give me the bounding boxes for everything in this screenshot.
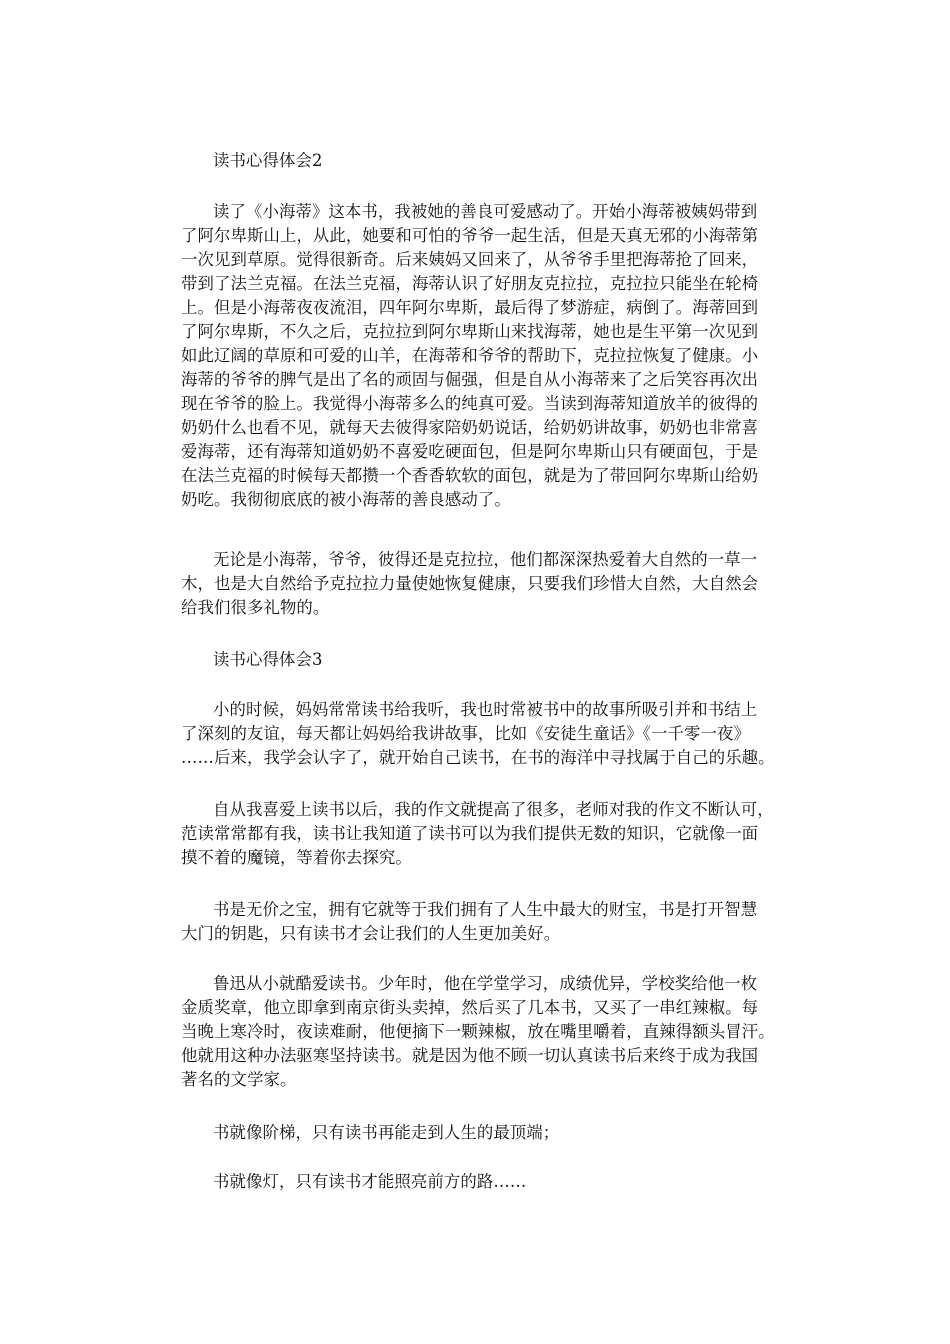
text-line: 一次见到草原。觉得很新奇。后来姨妈又回来了，从爷爷手里把海蒂抢了回来， xyxy=(181,250,759,269)
text-line: 范读常常都有我，读书让我知道了读书可以为我们提供无数的知识，它就像一面 xyxy=(181,824,759,843)
text-line: 无论是小海蒂，爷爷，彼得还是克拉拉，他们都深深热爱着大自然的一草一 xyxy=(213,550,758,569)
text-line: 了阿尔卑斯，不久之后，克拉拉到阿尔卑斯山来找海蒂，她也是生平第一次见到 xyxy=(181,322,759,341)
text-line: 自从我喜爱上读书以后，我的作文就提高了很多，老师对我的作文不断认可， xyxy=(213,800,774,819)
text-line: 带到了法兰克福。在法兰克福，海蒂认识了好朋友克拉拉，克拉拉只能坐在轮椅 xyxy=(181,274,759,293)
text-line: 摸不着的魔镜，等着你去探究。 xyxy=(181,848,412,867)
paragraph-books-lamp xyxy=(181,1170,781,1194)
text-line: 了阿尔卑斯山上，从此，她要和可怕的爷爷一起生活，但是天真无邪的小海蒂第 xyxy=(181,226,759,245)
paragraph-writing-improved xyxy=(181,798,781,870)
text-line: 爱海蒂，还有海蒂知道奶奶不喜爱吃硬面包，但是阿尔卑斯山只有硬面包，于是 xyxy=(181,442,759,461)
text-line: 读了《小海蒂》这本书，我被她的善良可爱感动了。开始小海蒂被姨妈带到 xyxy=(213,202,758,221)
text-line: 大门的钥匙，只有读书才会让我们的人生更加美好。 xyxy=(181,924,561,943)
text-line: 如此辽阔的草原和可爱的山羊，在海蒂和爷爷的帮助下，克拉拉恢复了健康。小 xyxy=(181,346,759,365)
paragraph-childhood-reading xyxy=(181,698,781,770)
text-line: 书就像灯，只有读书才能照亮前方的路…… xyxy=(213,1172,527,1191)
text-line: 鲁迅从小就酷爱读书。少年时，他在学堂学习，成绩优异，学校奖给他一枚 xyxy=(213,974,758,993)
text-line: 金质奖章，他立即拿到南京街头卖掉，然后买了几本书，又买了一串红辣椒。每 xyxy=(181,998,759,1017)
text-line: 给我们很多礼物的。 xyxy=(181,598,330,617)
text-line: 海蒂的爷爷的脾气是出了名的顽固与倔强，但是自从小海蒂来了之后笑容再次出 xyxy=(181,370,759,389)
text-line: 奶吃。我彻彻底底的被小海蒂的善良感动了。 xyxy=(181,490,511,509)
paragraph-nature xyxy=(181,548,781,620)
text-line: 上。但是小海蒂夜夜流泪，四年阿尔卑斯，最后得了梦游症，病倒了。海蒂回到 xyxy=(181,298,759,317)
text-line: 当晚上寒冷时，夜读难耐，他便摘下一颗辣椒，放在嘴里嚼着，直辣得额头冒汗。 xyxy=(181,1022,775,1041)
text-line: 在法兰克福的时候每天都攒一个香香软软的面包，就是为了带回阿尔卑斯山给奶 xyxy=(181,466,759,485)
section-heading-2: 读书心得体会2 xyxy=(213,151,323,170)
paragraph-books-ladder xyxy=(181,1121,781,1145)
text-line: 奶奶什么也看不见，就每天去彼得家陪奶奶说话，给奶奶讲故事，奶奶也非常喜 xyxy=(181,418,759,437)
text-line: 他就用这种办法驱寒坚持读书。就是因为他不顾一切认真读书后来终于成为我国 xyxy=(181,1046,759,1065)
paragraph-books-treasure xyxy=(181,898,781,946)
text-line: 著名的文学家。 xyxy=(181,1070,297,1089)
section-heading-3: 读书心得体会3 xyxy=(213,650,323,669)
paragraph-haidi-review xyxy=(181,200,781,512)
text-line: 现在爷爷的脸上。我觉得小海蒂多么的纯真可爱。当读到海蒂知道放羊的彼得的 xyxy=(181,394,759,413)
text-line: 书就像阶梯，只有读书再能走到人生的最顶端； xyxy=(213,1123,560,1142)
text-line: 小的时候，妈妈常常读书给我听，我也时常被书中的故事所吸引并和书结上 xyxy=(213,700,758,719)
text-line: ……后来，我学会认字了，就开始自己读书，在书的海洋中寻找属于自己的乐趣。 xyxy=(181,748,775,767)
text-line: 木，也是大自然给予克拉拉力量使她恢复健康，只要我们珍惜大自然，大自然会 xyxy=(181,574,759,593)
text-line: 书是无价之宝，拥有它就等于我们拥有了人生中最大的财宝，书是打开智慧 xyxy=(213,900,758,919)
paragraph-luxun xyxy=(181,972,781,1092)
text-line: 了深刻的友谊，每天都让妈妈给我讲故事，比如《安徒生童话》《一千零一夜》 xyxy=(181,724,750,743)
